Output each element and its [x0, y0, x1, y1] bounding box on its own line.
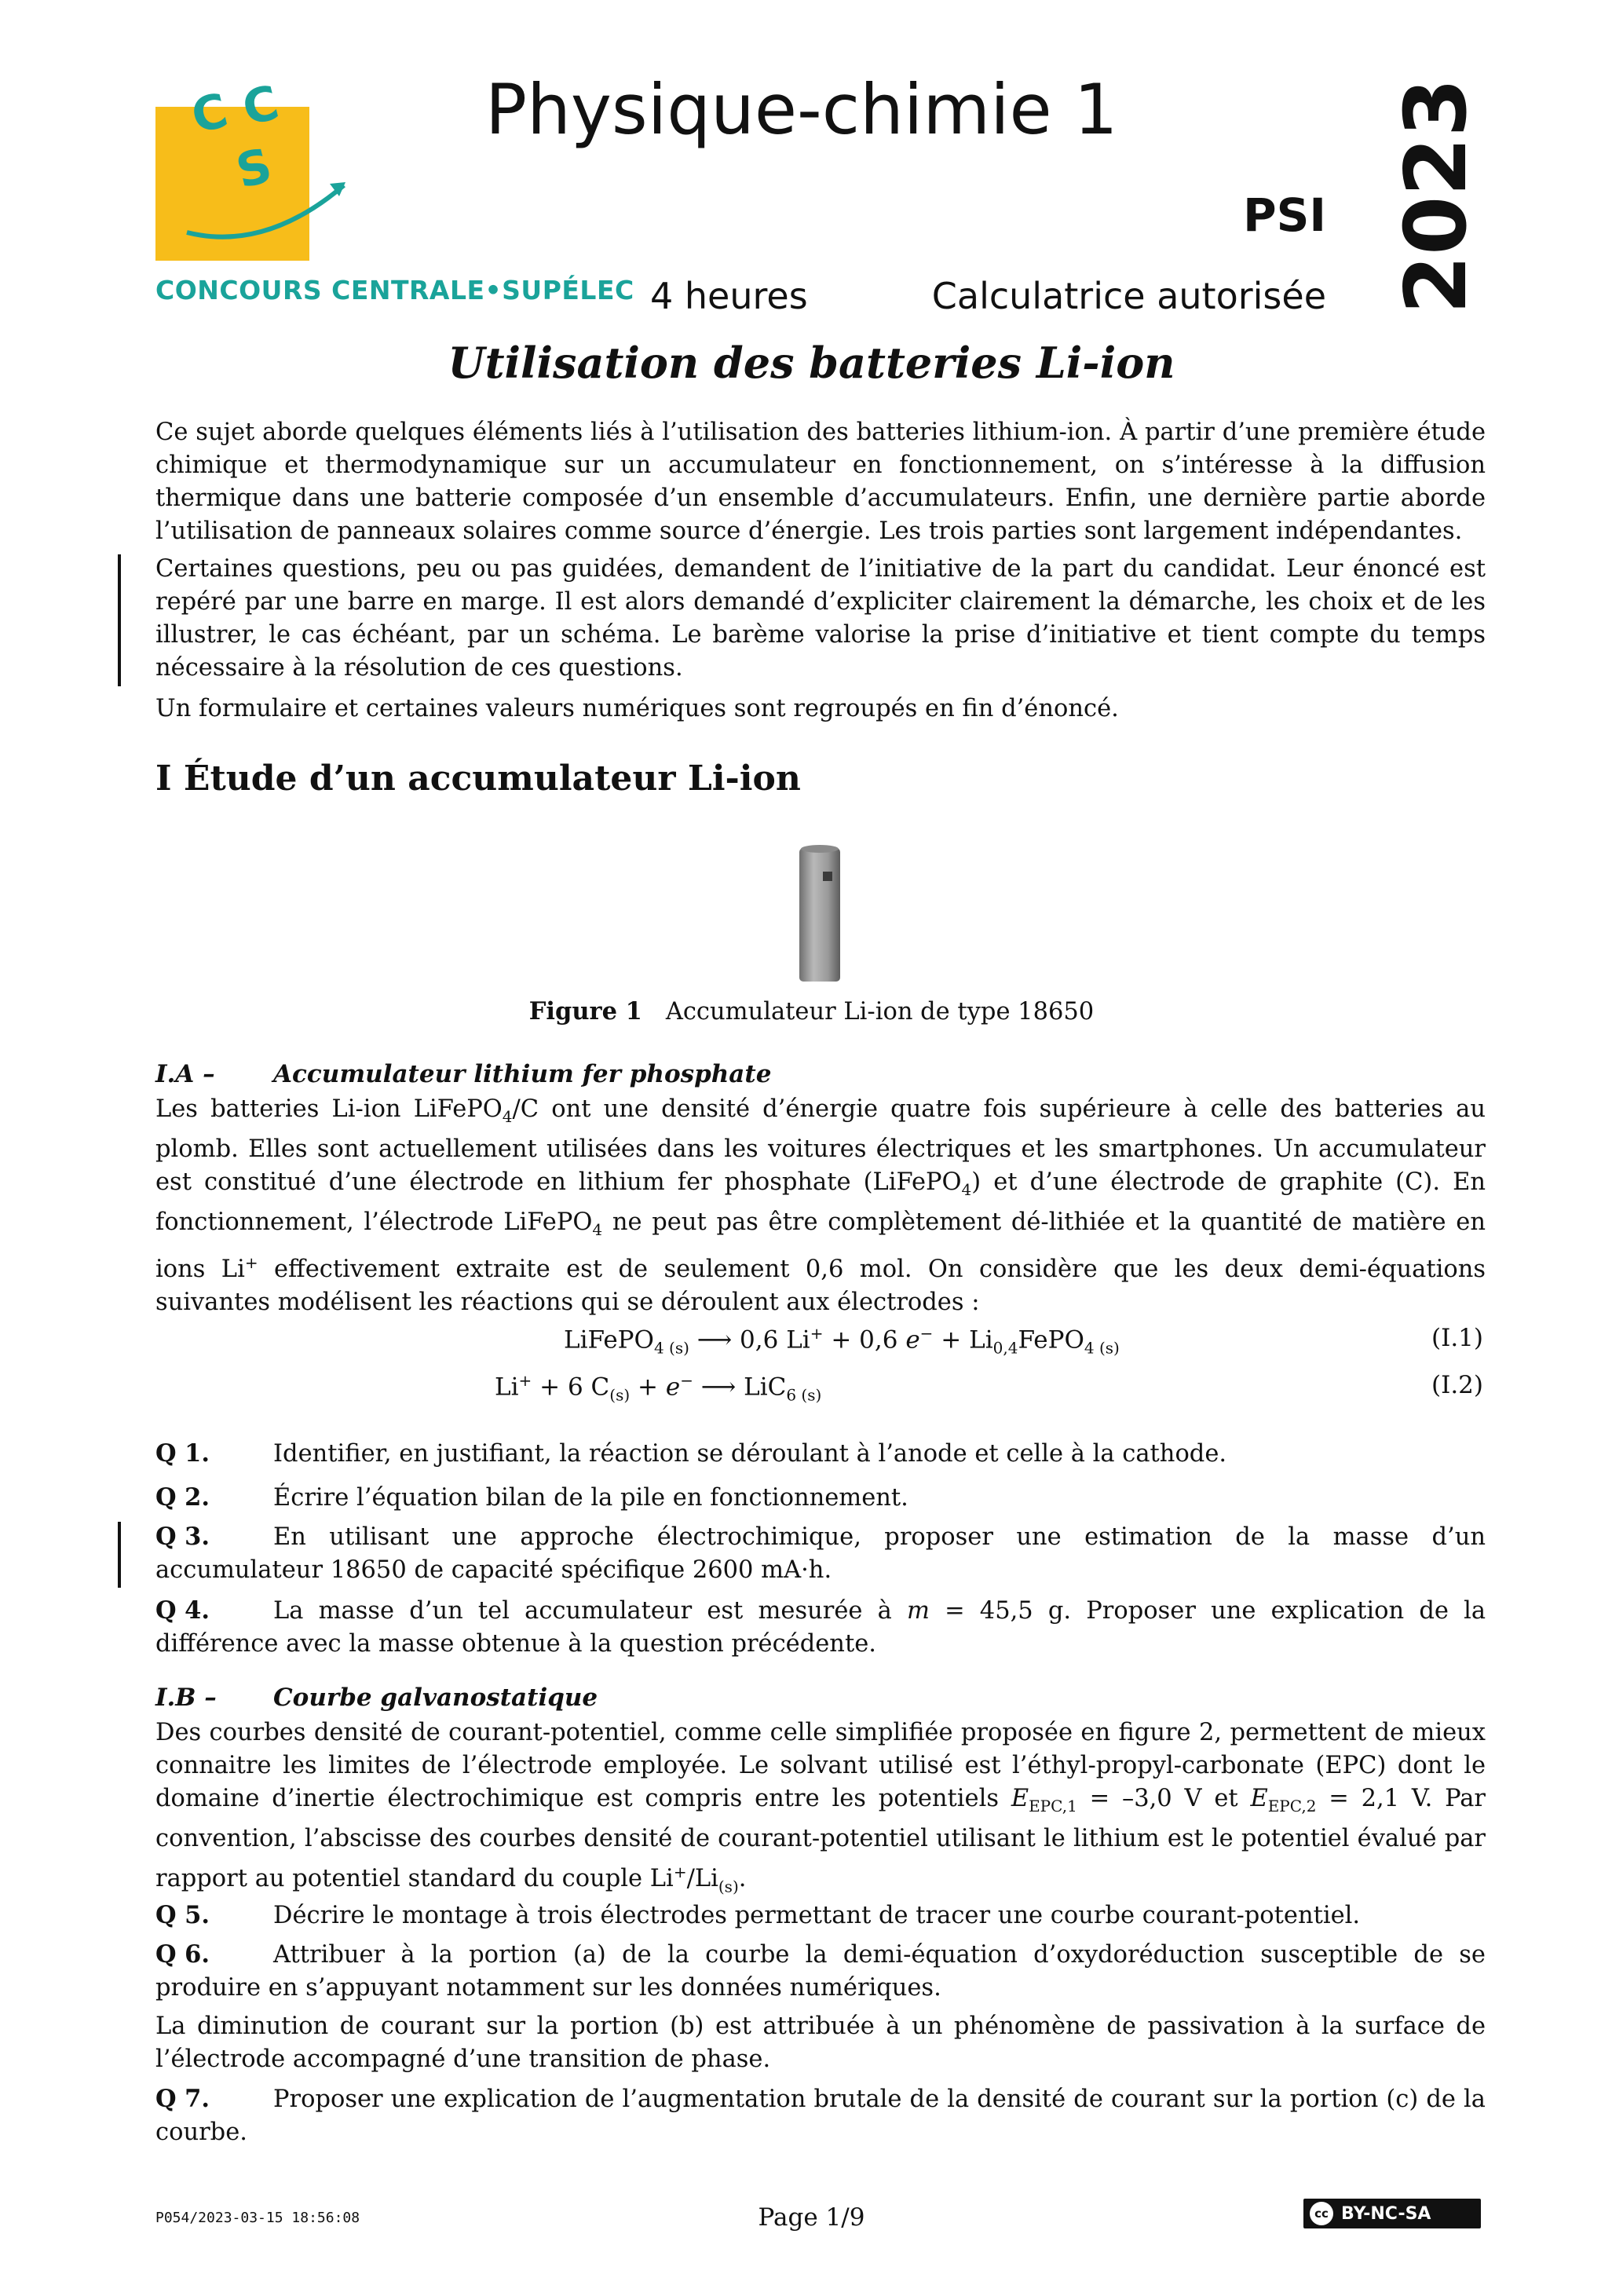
question: Q 3. En utilisant une approche électrochimique, proposer une estimation de la masse d’un accumulateur 18650 de capacité spécifique 2600 mA·h. [155, 1523, 1486, 1584]
creative-commons-icon: cc [1310, 2202, 1333, 2225]
subsection-paragraph: Les batteries Li-ion LiFePO$_4$/C ont une densité d’énergie quatre fois supérieure à celle des batteries au plomb. Elles sont actuellement utilisées dans les voitures électriques et les smartphones. Un accumulateur est constitué d’une électrode en lithium fer phosphate (LiFePO$_4$) et d’une électrode de graphite (C). En fonctionnement, l’électrode LiFePO$_4$ ne peut pas être complètement dé-lithiée et la quantité de matière en ions Li+ effectivement extraite est de seulement 0,6 mol. On considère que les deux demi-équations suivantes modélisent les réactions qui se déroulent aux électrodes : [155, 1095, 1486, 1317]
note-paragraph: La diminution de courant sur la portion (b) est attribuée à un phénomène de passivation à la surface de l’électrode accompagné d’une transition de phase. [155, 2013, 1486, 2073]
intro-paragraph: Ce sujet aborde quelques éléments liés à l’utilisation des batteries lithium-ion. À partir d’une première étude chimique et thermodynamique sur un accumulateur en fonctionnement, on s’intéresse à la diffusion thermique dans une batterie composée d’un ensemble d’accumulateurs. Enfin, une dernière partie aborde l’utilisation de panneaux solaires comme source d’énergie. Les trois parties sont largement indépendantes. [155, 419, 1486, 545]
question: Q 1. Identifier, en justifiant, la réaction se déroulant à l’anode et celle à la cathode. [155, 1439, 1227, 1468]
equation: Li+ + 6 $C_{(s)} + e^-$ ⟶ LiC$_{6 (s)}$ [495, 1371, 822, 1405]
intro-paragraph: Certaines questions, peu ou pas guidées, demandent de l’initiative de la part du candidat. Leur énoncé est repéré par une barre en marge. Il est alors demandé d’expliciter clairement la démarche, les choix et de les illustrer, le cas échéant, par un schéma. Le barème valorise la prise d’initiative et tient compte du temps nécessaire à la résolution de ces questions. [155, 555, 1486, 682]
page-number: Page 1/9 [758, 2203, 865, 2232]
question: Q 6. Attribuer à la portion (a) de la courbe la demi-équation d’oxydoréduction susceptible de se produire en s’appuyant notamment sur les données numériques. [155, 1940, 1486, 2002]
equation: LiFePO$_{4 (s)}$ ⟶ 0,6 Li+ + 0,6 $e^- + Li_{0,4}FePO_{4 (s)}$ [564, 1324, 1120, 1358]
figure-caption [0, 997, 1623, 1026]
document-code: P054/2023-03-15 18:56:08 [155, 2210, 360, 2226]
track-label: PSI [1243, 188, 1326, 242]
subsection-number: I.A – [155, 1060, 215, 1088]
equation-number: (I.1) [1431, 1324, 1483, 1352]
question: Q 2. Écrire l’équation bilan de la pile en fonctionnement. [155, 1483, 908, 1512]
subsection-number: I.B – [155, 1684, 217, 1712]
subsection-title: Accumulateur lithium fer phosphate [273, 1060, 772, 1088]
subsection-title: Courbe galvanostatique [273, 1684, 598, 1712]
logo-letter: C [237, 75, 284, 137]
subsection-paragraph: Des courbes densité de courant-potentiel, comme celle simplifiée proposée en figure 2, permettent de mieux connaitre les limites de l’électrode employée. Le solvant utilisé est l’éthyl-propyl-carbonate (EPC) dont le domaine d’inertie électrochimique est compris entre les potentiels $E_{EPC,1} = -3,0$ V et $E_{EPC,2} = 2,1$ V. Par convention, l’abscisse des courbes densité de courant-potentiel utilisant le lithium est le potentiel évalué par rapport au potentiel standard du couple $Li^+/Li_{(s)}$. [155, 1719, 1486, 1896]
figure-label: Figure 1 [528, 997, 642, 1026]
question: Q 7. Proposer une explication de l’augmentation brutale de la densité de courant sur la portion (c) de la courbe. [155, 2085, 1486, 2146]
initiative-margin-bar [118, 1522, 121, 1588]
figure-caption-text: Accumulateur Li-ion de type 18650 [665, 998, 1095, 1026]
subsection-heading [155, 1060, 771, 1088]
page-title: Physique-chimie 1 [485, 69, 1118, 150]
license-label: BY-NC-SA [1341, 2203, 1431, 2224]
logo-caption: CONCOURS CENTRALE•SUPÉLEC [155, 275, 634, 305]
subject-title: Utilisation des batteries Li-ion [448, 338, 1175, 388]
duration-label: 4 heures [650, 275, 808, 317]
initiative-margin-bar [118, 554, 121, 686]
section-title: I Étude d’un accumulateur Li-ion [155, 759, 801, 799]
intro-paragraph: Un formulaire et certaines valeurs numériques sont regroupés en fin d’énoncé. [155, 695, 1119, 722]
subsection-heading [155, 1684, 598, 1712]
question: Q 4. La masse d’un tel accumulateur est mesurée à m = 45,5 g. Proposer une explication de la différence avec la masse obtenue à la question précédente. [155, 1596, 1486, 1658]
logo-letter: S [231, 137, 278, 200]
battery-image [798, 843, 842, 985]
question: Q 5. Décrire le montage à trois électrodes permettant de tracer une courbe courant-potentiel. [155, 1901, 1361, 1929]
license-badge [1303, 2199, 1481, 2228]
year-label: 2023 [1387, 78, 1486, 314]
calculator-label: Calculatrice autorisée [931, 275, 1326, 317]
logo-letter: C [186, 82, 233, 145]
equation-number: (I.2) [1431, 1371, 1483, 1399]
